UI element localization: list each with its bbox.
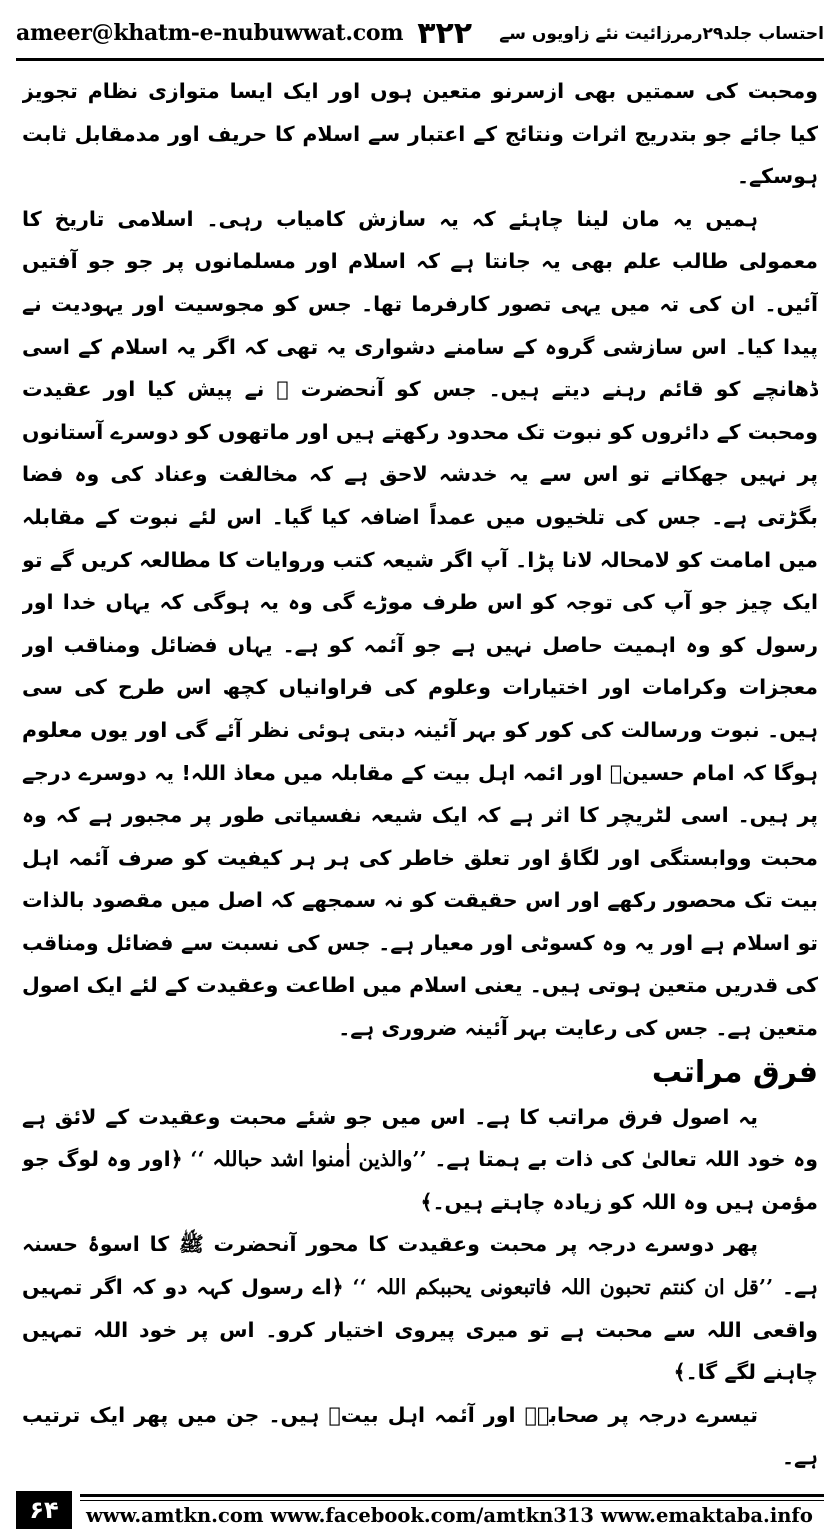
quran-quote-1: ’’والذین اٰمنوا اشد حباللہ ‘‘ <box>190 1147 427 1172</box>
footer-page-number: ۶۴ <box>16 1491 72 1529</box>
header-book-title: احتساب جلد۲۹رمرزائیت نئے زاویوں سے <box>499 23 824 44</box>
header-rule <box>16 58 824 61</box>
footer-rule-thin <box>80 1500 824 1501</box>
page-header <box>16 10 824 56</box>
header-page-number: ۳۲۲ <box>417 15 473 51</box>
paragraph-1: ومحبت کی سمتیں بھی ازسرنو متعین ہوں اور ایک ایسا متوازی نظام تجویز کیا جائے جو بتدریج اثرات ونتائج کے اعتبار سے اسلام کا حریف اور مدمقابل ثابت ہوسکے۔ <box>22 79 818 189</box>
quran-translation-2: ﴿اے رسول کہہ دو کہ اگر تمہیں واقعی اللہ سے محبت ہے تو میری پیروی اختیار کرو۔ اس پر خود اللہ تمہیں چاہنے لگے گا۔﴾ <box>22 1275 818 1385</box>
paragraph-2: ہمیں یہ مان لینا چاہئے کہ یہ سازش کامیاب رہی۔ اسلامی تاریخ کا معمولی طالب علم بھی یہ جانتا ہے کہ اسلام اور مسلمانوں پر جو جو آفتیں آئیں۔ ان کی تہ میں یہی تصور کارفرما تھا۔ جس کو مجوسیت اور یہودیت نے پیدا کیا۔ اس سازشی گروہ کے سامنے دشواری یہ تھی کہ اگر یہ اسلام کے اسی ڈھانچے کو قائم رہنے دیتے ہیں۔ جس کو آنحضرت ﷺ نے پیش کیا اور عقیدت ومحبت کے دائروں کو نبوت تک محدود رکھتے ہیں اور ماتھوں کو دوسرے آستانوں پر نہیں جھکاتے تو اس سے یہ خدشہ لاحق ہے کہ مخالفت وعناد کی وہ فضا بگڑتی ہے۔ جس کی تلخیوں میں عمداً اضافہ کیا گیا۔ اس لئے نبوت کے مقابلہ میں امامت کو لامحالہ لانا پڑا۔ آپ اگر شیعہ کتب وروایات کا مطالعہ کریں گے تو ایک چیز جو آپ کی توجہ کو اس طرف موڑے گی وہ یہ ہوگی کہ یہاں خدا اور رسول کو وہ اہمیت حاصل نہیں ہے جو آئمہ کو ہے۔ یہاں فضائل ومناقب اور معجزات وکرامات اور اختیارات وعلوم کی فراوانیاں کچھ اس طرح کی سی ہیں۔ نبوت ورسالت کی کور کو بہر آئینہ دبتی ہوئی نظر آئے گی اور یوں معلوم ہوگا کہ امام حسینؓ اور ائمہ اہل بیت کے مقابلہ میں معاذ اللہ! یہ دوسرے درجے پر ہیں۔ اسی لٹریچر کا اثر ہے کہ ایک شیعہ نفسیاتی طور پر مجبور ہے کہ وہ محبت ووابستگی اور لگاؤ اور تعلق خاطر کی ہر ہر کیفیت کو صرف آئمہ اہل بیت تک محصور رکھے اور اس حقیقت کو نہ سمجھے کہ اصل میں مقصود بالذات تو اسلام ہے اور یہ وہ کسوٹی اور معیار ہے۔ جس کی نسبت سے فضائل ومناقب کی قدریں متعین ہوتی ہیں۔ یعنی اسلام میں اطاعت وعقیدت کے لئے ایک اصول متعین ہے۔ جس کی رعایت بہر آئینہ ضروری ہے۔ <box>22 206 818 1041</box>
section-heading: فرق مراتب <box>651 1054 818 1090</box>
header-left <box>16 16 472 51</box>
quran-translation-1: ﴿اور وہ لوگ جو مؤمن ہیں وہ اللہ کو زیادہ چاہتے ہیں۔﴾ <box>22 1147 818 1214</box>
paragraph-3-text: یہ اصول فرق مراتب کا ہے۔ اس میں جو شئے محبت وعقیدت کے لائق ہے وہ خود اللہ تعالیٰ کی ذات بے ہمتا ہے۔ <box>22 1104 818 1172</box>
paragraph-5: تیسرے درجہ پر صحابہؓ اور آئمہ اہل بیتؓ ہیں۔ جن میں پھر ایک ترتیب ہے۔ <box>22 1402 818 1470</box>
page-footer <box>16 1488 824 1532</box>
paragraph-4 <box>22 1223 818 1393</box>
quran-quote-2: ’’قل ان کنتم تحبون اللہ فاتبعونی یحببکم اللہ ‘‘ <box>352 1275 774 1300</box>
header-email: ameer@khatm-e-nubuwwat.com <box>16 20 404 46</box>
footer-rule-thick <box>80 1494 824 1497</box>
paragraph-4-text: پھر دوسرے درجہ پر محبت وعقیدت کا محور آنحضرت ﷺ کا اسوۂ حسنہ ہے۔ <box>22 1232 818 1300</box>
footer-links: www.amtkn.com www.facebook.com/amtkn313 www.emaktaba.info <box>86 1503 813 1527</box>
footer-rules <box>80 1494 824 1527</box>
paragraph-3 <box>22 1096 818 1224</box>
page-body <box>22 70 818 1470</box>
